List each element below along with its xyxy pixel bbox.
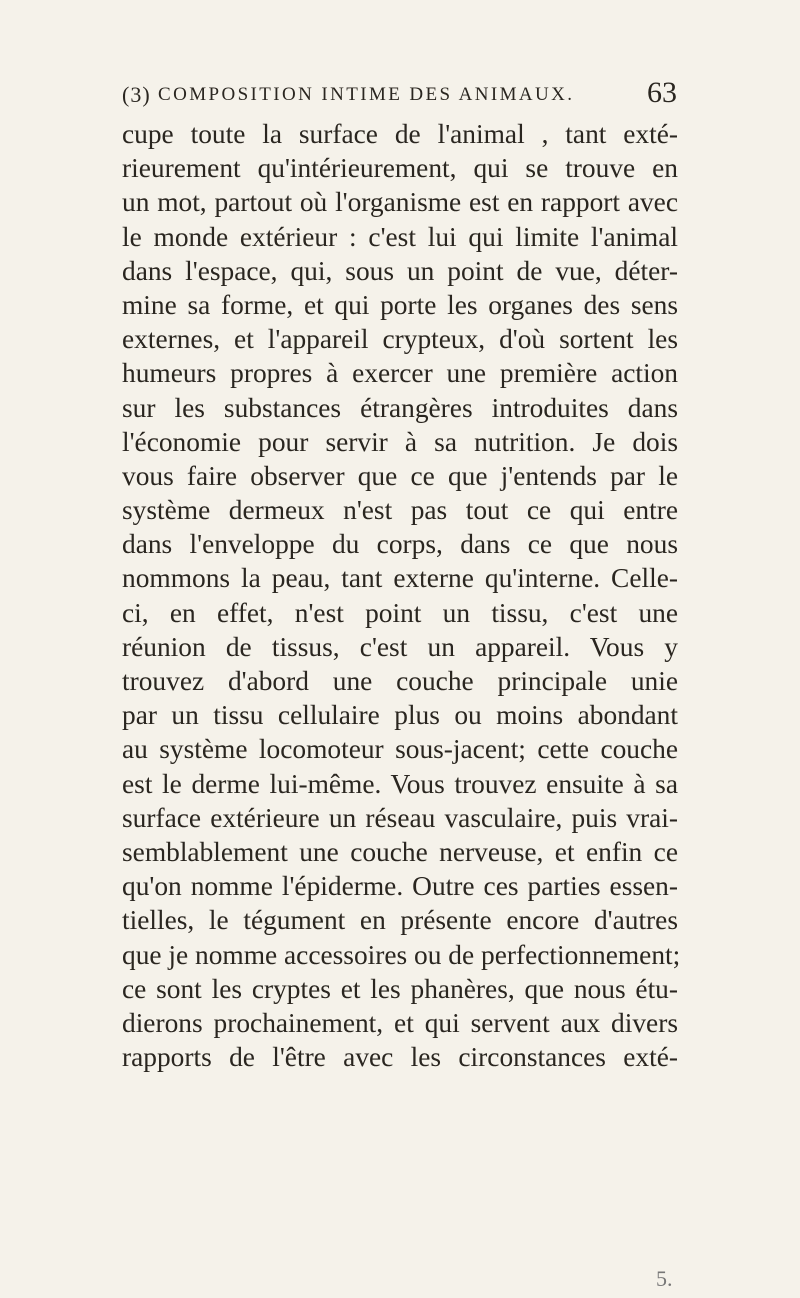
text-line: qu'on nomme l'épiderme. Outre ces parties essen-	[122, 871, 678, 902]
header-title: COMPOSITION INTIME DES ANIMAUX.	[158, 84, 575, 105]
text-line: humeurs propres à exercer une première action	[122, 358, 678, 389]
text-line: dierons prochainement, et qui servent aux divers	[122, 1007, 678, 1038]
text-line: réunion de tissus, c'est un appareil. Vous y	[122, 631, 678, 662]
text-line: vous faire observer que ce que j'entends par le	[122, 460, 678, 491]
text-line: par un tissu cellulaire plus ou moins abondant	[122, 700, 678, 731]
text-line: surface extérieure un réseau vasculaire, puis vrai-	[122, 802, 678, 833]
text-line: mine sa forme, et qui porte les organes des sens	[122, 289, 678, 320]
signature-mark: 5.	[656, 1266, 673, 1291]
text-line: un mot, partout où l'organisme est en rapport avec	[122, 187, 678, 218]
text-line: que je nomme accessoires ou de perfectionnement;	[122, 939, 681, 970]
text-line: rapports de l'être avec les circonstances exté-	[122, 1042, 678, 1073]
text-line: ce sont les cryptes et les phanères, que nous étu-	[122, 973, 678, 1004]
text-line: externes, et l'appareil crypteux, d'où sortent les	[122, 324, 678, 355]
body-text	[122, 117, 681, 1074]
text-line: rieurement qu'intérieurement, qui se trouve en	[122, 153, 678, 184]
text-line: nommons la peau, tant externe qu'interne. Celle-	[122, 563, 678, 594]
text-line: au système locomoteur sous-jacent; cette couche	[122, 734, 678, 765]
text-line: ci, en effet, n'est point un tissu, c'est une	[122, 597, 678, 628]
text-line: le monde extérieur : c'est lui qui limite l'animal	[122, 221, 678, 252]
text-line: tielles, le tégument en présente encore d'autres	[122, 905, 678, 936]
text-line: sur les substances étrangères introduites dans	[122, 392, 678, 423]
text-line: dans l'enveloppe du corps, dans ce que nous	[122, 529, 678, 560]
page-number: 63	[647, 76, 677, 109]
text-line: dans l'espace, qui, sous un point de vue, déter-	[122, 255, 678, 286]
running-header	[122, 76, 677, 116]
text-line: système dermeux n'est pas tout ce qui entre	[122, 495, 678, 526]
text-line: l'économie pour servir à sa nutrition. Je dois	[122, 426, 678, 457]
text-line: semblablement une couche nerveuse, et enfin ce	[122, 836, 678, 867]
header-section-mark: (3)	[122, 82, 151, 107]
text-line: trouvez d'abord une couche principale unie	[122, 666, 678, 696]
text-line: est le derme lui-même. Vous trouvez ensuite à sa	[122, 768, 678, 799]
text-line: cupe toute la surface de l'animal , tant exté-	[122, 119, 678, 149]
